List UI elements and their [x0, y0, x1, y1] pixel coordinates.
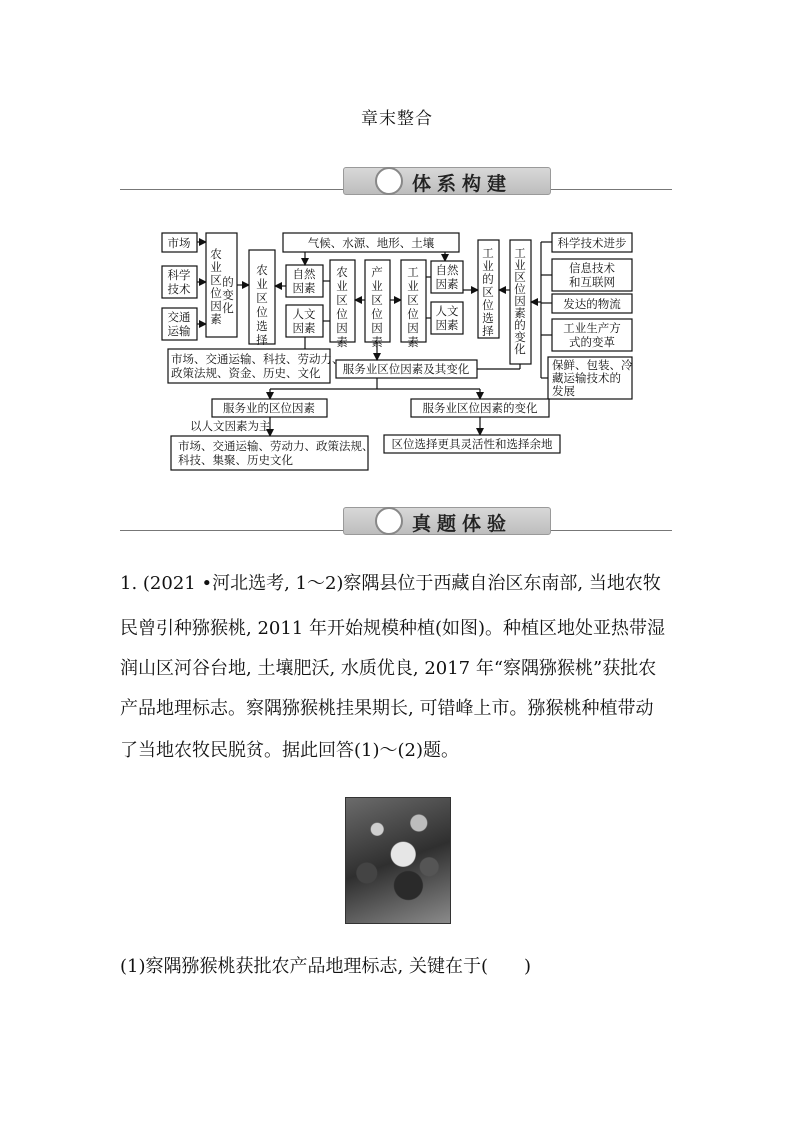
label-market: 市场: [167, 236, 191, 250]
label-service-factors: 服务业的区位因素: [223, 401, 315, 415]
label-ind-factors: 工业区位因素: [407, 265, 419, 349]
label-service-main: 服务业区位因素及其变化: [342, 362, 470, 376]
label-ind-change: 工业区位因素的变化: [514, 246, 526, 356]
section-title-exam: 真题体验: [412, 513, 513, 535]
label-production-change: 工业生产方式的变革: [563, 321, 621, 349]
label-ind-choice: 工业的区位选择: [482, 246, 494, 338]
label-human-list: 市场、交通运输、科技、劳动力、政策法规、资金、历史、文化: [171, 352, 344, 380]
section-title-system: 体系构建: [412, 173, 513, 195]
page-title: 章末整合: [361, 109, 433, 129]
question-line: 润山区河谷台地, 土壤肥沃, 水质优良, 2017 年“察隅猕猴桃”获批农: [120, 658, 657, 679]
label-flexibility: 区位选择更具灵活性和选择余地: [391, 437, 553, 451]
label-info-tech: 信息技术和互联网: [569, 261, 615, 289]
label-sci-progress: 科学技术进步: [557, 236, 627, 250]
label-agri-change: 农业区位因素的变化: [210, 247, 234, 326]
label-logistics: 发达的物流: [563, 297, 621, 311]
label-industry-factors: 产业区位因素: [371, 265, 383, 349]
question-line: 民曾引种猕猴桃, 2011 年开始规模种植(如图)。种植区地处亚热带湿: [120, 618, 666, 639]
kiwi-photo: [345, 797, 451, 924]
question-line: 了当地农牧民脱贫。据此回答(1)～(2)题。: [120, 740, 459, 761]
label-ind-human: 人文因素: [435, 304, 459, 332]
sub-question: (1)察隅猕猴桃获批农产品地理标志, 关键在于( ): [120, 956, 531, 977]
label-mainly-human: 以人文因素为主: [190, 419, 271, 433]
person-icon: [375, 507, 403, 535]
label-top-factors: 气候、水源、地形、土壤: [307, 236, 435, 250]
label-transport: 交通运输: [167, 310, 191, 338]
label-ind-natural: 自然因素: [435, 263, 459, 291]
label-fresh-tech: 保鲜、包装、冷藏运输技术的发展: [552, 358, 633, 398]
question-line: 1. (2021 •河北选考, 1～2)察隅县位于西藏自治区东南部, 当地农牧: [120, 573, 661, 594]
label-service-list: 市场、交通运输、劳动力、政策法规、科技、集聚、历史文化: [178, 439, 374, 467]
label-agri-choice: 农业区位选择: [256, 263, 268, 347]
label-science-tech: 科学技术: [167, 268, 191, 296]
label-human: 人文因素: [292, 307, 316, 335]
label-service-change: 服务业区位因素的变化: [422, 401, 538, 415]
label-natural: 自然因素: [292, 267, 316, 295]
question-line: 产品地理标志。察隅猕猴桃挂果期长, 可错峰上市。猕猴桃种植带动: [120, 698, 654, 719]
label-agri-factors: 农业区位因素: [336, 265, 348, 349]
